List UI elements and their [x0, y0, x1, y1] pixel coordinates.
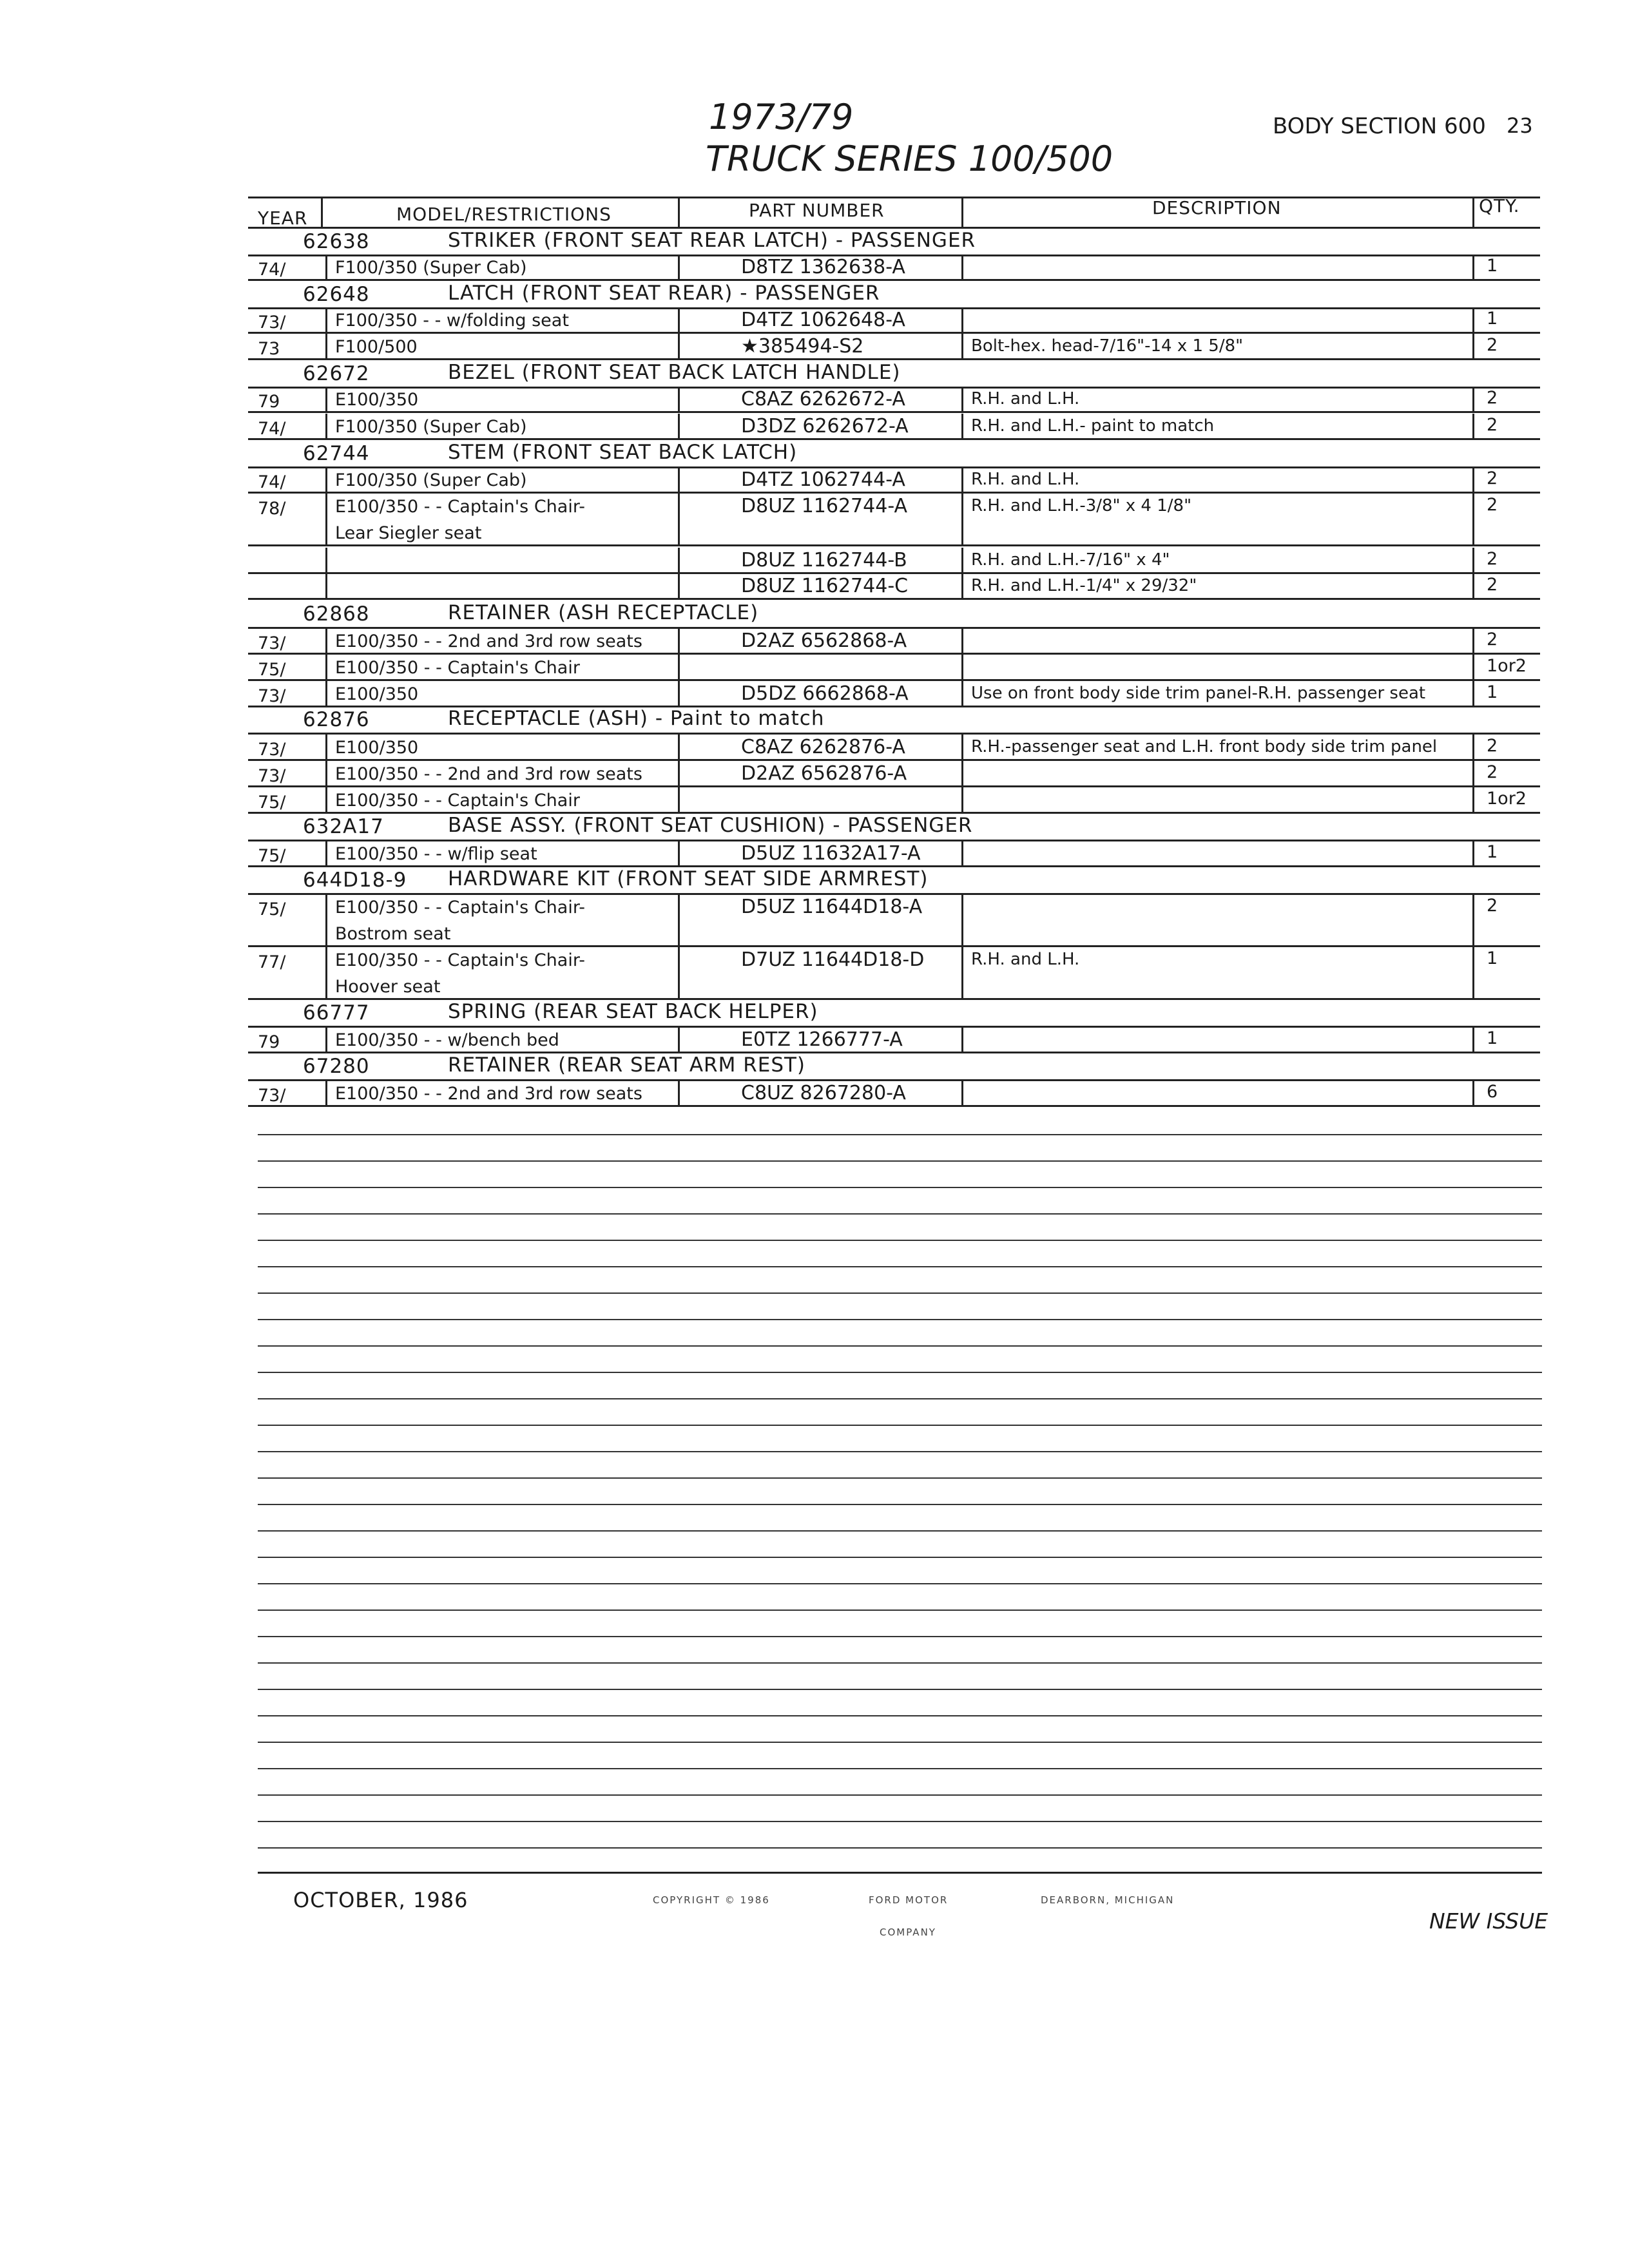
- row-qty: 1: [1487, 842, 1498, 862]
- divider: [325, 841, 327, 867]
- divider: [321, 197, 323, 229]
- group-code: 62876: [303, 708, 370, 731]
- divider: [1472, 573, 1474, 600]
- group-title: HARDWARE KIT (FRONT SEAT SIDE ARMREST): [448, 867, 929, 890]
- row-model: E100/350: [335, 738, 419, 758]
- row-qty: 2: [1487, 629, 1498, 649]
- row-model: E100/350 - - 2nd and 3rd row seats: [335, 1084, 642, 1104]
- divider: [325, 735, 327, 761]
- row-description: R.H. and L.H.: [971, 470, 1080, 489]
- blank-rule: [258, 1319, 1542, 1320]
- row-model: E100/350: [335, 390, 419, 410]
- footer-company-line2: COMPANY: [880, 1927, 936, 1938]
- divider: [1472, 681, 1474, 707]
- divider: [678, 255, 680, 281]
- divider: [1472, 894, 1474, 947]
- divider: [961, 735, 963, 761]
- row-rule: [248, 411, 1540, 413]
- col-year-header: YEAR: [258, 207, 308, 229]
- divider: [678, 681, 680, 707]
- group-code: 62648: [303, 283, 370, 306]
- blank-rule: [258, 1134, 1542, 1135]
- divider: [325, 573, 327, 600]
- row-part-number: D7UZ 11644D18-D: [741, 948, 925, 971]
- divider: [678, 735, 680, 761]
- row-year: 77/: [258, 952, 286, 972]
- footer-date: OCTOBER, 1986: [293, 1888, 468, 1912]
- blank-rule: [258, 1821, 1542, 1822]
- blank-rule: [258, 1610, 1542, 1611]
- row-part-number: D4TZ 1062744-A: [741, 468, 905, 491]
- blank-rule: [258, 1794, 1542, 1796]
- divider: [961, 494, 963, 546]
- row-model: E100/350 - - w/bench bed: [335, 1030, 559, 1050]
- row-qty: 2: [1487, 415, 1498, 435]
- divider: [961, 655, 963, 681]
- row-qty: 1: [1487, 682, 1498, 702]
- divider: [678, 894, 680, 947]
- divider: [1472, 197, 1474, 229]
- blank-rule: [258, 1689, 1542, 1690]
- blank-rule: [258, 1530, 1542, 1532]
- divider: [961, 387, 963, 413]
- col-part-header: PART NUMBER: [749, 200, 885, 221]
- row-description: Use on front body side trim panel-R.H. passenger seat: [971, 684, 1426, 703]
- divider: [1472, 655, 1474, 681]
- group-title: SPRING (REAR SEAT BACK HELPER): [448, 1000, 818, 1023]
- divider: [678, 414, 680, 440]
- group-code: 62672: [303, 362, 370, 385]
- divider: [1472, 628, 1474, 655]
- divider: [678, 787, 680, 814]
- group-code: 66777: [303, 1001, 370, 1024]
- divider: [961, 307, 963, 334]
- row-qty: 2: [1487, 495, 1498, 515]
- divider: [678, 1081, 680, 1107]
- row-rule: [248, 706, 1540, 707]
- divider: [325, 307, 327, 334]
- row-part-number: C8AZ 6262876-A: [741, 736, 905, 758]
- blank-rule: [258, 1662, 1542, 1664]
- row-model: E100/350 - - Captain's Chair-: [335, 497, 585, 517]
- row-rule: [248, 572, 1540, 574]
- blank-rule: [258, 1398, 1542, 1399]
- divider: [325, 1081, 327, 1107]
- row-part-number: ★385494-S2: [741, 335, 864, 358]
- row-rule: [248, 945, 1540, 947]
- divider: [325, 467, 327, 494]
- row-part-number: D3DZ 6262672-A: [741, 415, 909, 437]
- divider: [678, 548, 680, 574]
- group-title: LATCH (FRONT SEAT REAR) - PASSENGER: [448, 282, 880, 305]
- row-year: 75/: [258, 660, 286, 680]
- blank-rule: [258, 1425, 1542, 1426]
- divider: [1472, 761, 1474, 787]
- group-title: BASE ASSY. (FRONT SEAT CUSHION) - PASSENGER: [448, 814, 973, 837]
- row-rule: [248, 679, 1540, 681]
- row-year: 74/: [258, 472, 286, 492]
- divider: [678, 307, 680, 334]
- row-year: 79: [258, 1032, 280, 1052]
- group-rule: [248, 1026, 1540, 1028]
- row-part-number: C8AZ 6262672-A: [741, 388, 905, 410]
- row-part-number: E0TZ 1266777-A: [741, 1028, 903, 1051]
- row-rule: [248, 1052, 1540, 1053]
- divider: [961, 628, 963, 655]
- row-year: 74/: [258, 260, 286, 280]
- row-year: 73/: [258, 312, 286, 332]
- row-model: E100/350 - - Captain's Chair: [335, 791, 580, 811]
- row-model: E100/350 - - 2nd and 3rd row seats: [335, 631, 642, 651]
- group-rule: [248, 893, 1540, 895]
- table-top-rule: [248, 197, 1540, 198]
- row-model-cont: Lear Siegler seat: [335, 523, 482, 543]
- row-description: R.H. and L.H.-3/8" x 4 1/8": [971, 496, 1192, 515]
- row-part-number: D5DZ 6662868-A: [741, 682, 909, 705]
- divider: [1472, 548, 1474, 574]
- divider: [1472, 841, 1474, 867]
- row-part-number: D8UZ 1162744-A: [741, 495, 908, 517]
- divider: [678, 1027, 680, 1053]
- divider: [325, 494, 327, 546]
- divider: [678, 197, 680, 229]
- footer-rule: [258, 1872, 1542, 1874]
- row-description: R.H. and L.H.: [971, 950, 1080, 969]
- row-qty: 1or2: [1487, 789, 1527, 809]
- divider: [325, 655, 327, 681]
- row-rule: [248, 492, 1540, 494]
- row-model-cont: Hoover seat: [335, 977, 441, 997]
- divider: [961, 947, 963, 1000]
- divider: [1472, 735, 1474, 761]
- divider: [1472, 787, 1474, 814]
- divider: [1472, 414, 1474, 440]
- row-year: 73/: [258, 740, 286, 760]
- blank-rule: [258, 1345, 1542, 1347]
- row-part-number: D8UZ 1162744-C: [741, 575, 909, 597]
- row-description: R.H. and L.H.-1/4" x 29/32": [971, 576, 1197, 595]
- divider: [1472, 387, 1474, 413]
- blank-rule: [258, 1768, 1542, 1769]
- blank-rule: [258, 1266, 1542, 1267]
- row-rule: [248, 653, 1540, 655]
- row-qty: 2: [1487, 388, 1498, 408]
- divider: [1472, 1027, 1474, 1053]
- row-rule: [248, 332, 1540, 334]
- row-year: 79: [258, 392, 280, 412]
- blank-rule: [258, 1557, 1542, 1558]
- row-year: 73/: [258, 686, 286, 706]
- row-description: R.H.-passenger seat and L.H. front body side trim panel: [971, 737, 1438, 756]
- row-model: E100/350 - - 2nd and 3rd row seats: [335, 764, 642, 784]
- divider: [678, 628, 680, 655]
- divider: [961, 787, 963, 814]
- group-code: 62868: [303, 602, 370, 626]
- group-title: RETAINER (ASH RECEPTACLE): [448, 601, 759, 624]
- divider: [961, 467, 963, 494]
- blank-rule: [258, 1742, 1542, 1743]
- divider: [325, 1027, 327, 1053]
- row-model: E100/350: [335, 684, 419, 704]
- row-year: 73/: [258, 633, 286, 653]
- page-years: 1973/79: [709, 97, 854, 137]
- divider: [1472, 494, 1474, 546]
- row-qty: 1: [1487, 948, 1498, 968]
- blank-rule: [258, 1583, 1542, 1584]
- group-code: 67280: [303, 1055, 370, 1078]
- divider: [325, 761, 327, 787]
- page-series-title: TRUCK SERIES 100/500: [706, 139, 1113, 179]
- row-qty: 6: [1487, 1082, 1498, 1102]
- body-section-label: BODY SECTION 600: [1273, 113, 1486, 139]
- row-year: 78/: [258, 499, 286, 519]
- group-title: STEM (FRONT SEAT BACK LATCH): [448, 441, 798, 464]
- divider: [325, 387, 327, 413]
- divider: [325, 414, 327, 440]
- row-model-cont: Bostrom seat: [335, 924, 451, 944]
- row-qty: 2: [1487, 762, 1498, 782]
- divider: [325, 628, 327, 655]
- divider: [961, 573, 963, 600]
- row-year: 74/: [258, 419, 286, 439]
- divider: [325, 548, 327, 574]
- row-year: 75/: [258, 846, 286, 866]
- row-qty: 2: [1487, 575, 1498, 595]
- divider: [325, 681, 327, 707]
- divider: [961, 414, 963, 440]
- divider: [678, 334, 680, 360]
- divider: [961, 894, 963, 947]
- divider: [1472, 1081, 1474, 1107]
- row-model: F100/350 (Super Cab): [335, 417, 527, 437]
- row-part-number: D5UZ 11644D18-A: [741, 896, 923, 918]
- group-rule: [248, 840, 1540, 841]
- row-rule: [248, 998, 1540, 1000]
- divider: [961, 1027, 963, 1053]
- row-part-number: D5UZ 11632A17-A: [741, 842, 921, 865]
- row-model: F100/350 - - w/folding seat: [335, 311, 569, 331]
- row-description: R.H. and L.H.- paint to match: [971, 416, 1215, 436]
- row-qty: 1: [1487, 309, 1498, 329]
- blank-rule: [258, 1715, 1542, 1716]
- divider: [678, 947, 680, 1000]
- row-rule: [248, 1105, 1540, 1107]
- blank-rule: [258, 1372, 1542, 1373]
- divider: [1472, 255, 1474, 281]
- divider: [678, 467, 680, 494]
- divider: [678, 573, 680, 600]
- group-code: 62744: [303, 442, 370, 465]
- row-model: F100/350 (Super Cab): [335, 258, 527, 278]
- row-year: 75/: [258, 899, 286, 919]
- row-description: R.H. and L.H.-7/16" x 4": [971, 550, 1170, 570]
- divider: [961, 197, 963, 229]
- row-model: E100/350 - - Captain's Chair: [335, 658, 580, 678]
- row-model: F100/500: [335, 337, 418, 357]
- row-part-number: D8TZ 1362638-A: [741, 256, 905, 278]
- row-model: E100/350 - - Captain's Chair-: [335, 898, 585, 918]
- group-code: 62638: [303, 230, 370, 253]
- divider: [678, 841, 680, 867]
- col-description-header: DESCRIPTION: [1152, 197, 1282, 218]
- row-part-number: D2AZ 6562876-A: [741, 762, 907, 785]
- group-rule: [248, 733, 1540, 735]
- divider: [961, 334, 963, 360]
- row-qty: 2: [1487, 468, 1498, 488]
- blank-rule: [258, 1293, 1542, 1294]
- row-year: 75/: [258, 793, 286, 812]
- divider: [961, 1081, 963, 1107]
- divider: [1472, 307, 1474, 334]
- col-model-header: MODEL/RESTRICTIONS: [396, 204, 612, 225]
- row-part-number: D2AZ 6562868-A: [741, 629, 907, 652]
- row-rule: [248, 358, 1540, 360]
- row-description: R.H. and L.H.: [971, 389, 1080, 408]
- row-rule: [248, 598, 1540, 600]
- blank-rule: [258, 1636, 1542, 1637]
- group-title: BEZEL (FRONT SEAT BACK LATCH HANDLE): [448, 361, 901, 384]
- blank-rule: [258, 1160, 1542, 1162]
- row-description: Bolt-hex. head-7/16"-14 x 1 5/8": [971, 336, 1244, 356]
- blank-rule: [258, 1477, 1542, 1479]
- footer-issue: NEW ISSUE: [1429, 1908, 1548, 1934]
- divider: [325, 894, 327, 947]
- divider: [961, 548, 963, 574]
- divider: [325, 947, 327, 1000]
- group-title: STRIKER (FRONT SEAT REAR LATCH) - PASSENGER: [448, 229, 976, 252]
- page-number: 23: [1507, 113, 1533, 138]
- row-year: 73/: [258, 1086, 286, 1106]
- divider: [678, 761, 680, 787]
- row-rule: [248, 785, 1540, 787]
- divider: [678, 655, 680, 681]
- footer-copyright: COPYRIGHT © 1986: [653, 1894, 770, 1906]
- row-rule: [248, 544, 1540, 546]
- blank-rule: [258, 1240, 1542, 1241]
- row-qty: 1or2: [1487, 656, 1527, 676]
- divider: [678, 494, 680, 546]
- row-qty: 1: [1487, 256, 1498, 276]
- group-code: 644D18-9: [303, 869, 407, 892]
- divider: [961, 681, 963, 707]
- row-rule: [248, 759, 1540, 761]
- row-part-number: D4TZ 1062648-A: [741, 309, 905, 331]
- row-qty: 2: [1487, 736, 1498, 756]
- blank-rule: [258, 1187, 1542, 1188]
- row-part-number: C8UZ 8267280-A: [741, 1082, 906, 1104]
- divider: [325, 787, 327, 814]
- divider: [961, 255, 963, 281]
- row-qty: 2: [1487, 896, 1498, 916]
- blank-rule: [258, 1504, 1542, 1505]
- row-model: E100/350 - - Captain's Chair-: [335, 950, 585, 970]
- group-rule: [248, 627, 1540, 629]
- col-qty-header: QTY.: [1479, 195, 1520, 216]
- group-rule: [248, 1079, 1540, 1081]
- divider: [961, 841, 963, 867]
- group-title: RETAINER (REAR SEAT ARM REST): [448, 1053, 806, 1077]
- divider: [1472, 467, 1474, 494]
- row-qty: 2: [1487, 549, 1498, 569]
- row-part-number: D8UZ 1162744-B: [741, 549, 907, 572]
- row-year: 73: [258, 339, 280, 359]
- blank-rule: [258, 1847, 1542, 1849]
- divider: [961, 761, 963, 787]
- row-rule: [248, 279, 1540, 281]
- row-year: 73/: [258, 766, 286, 786]
- row-rule: [248, 438, 1540, 440]
- row-qty: 1: [1487, 1028, 1498, 1048]
- blank-rule: [258, 1213, 1542, 1215]
- blank-rule: [258, 1451, 1542, 1452]
- group-code: 632A17: [303, 815, 384, 838]
- divider: [1472, 334, 1474, 360]
- footer-location: DEARBORN, MICHIGAN: [1041, 1894, 1175, 1906]
- row-model: E100/350 - - w/flip seat: [335, 844, 537, 864]
- group-title: RECEPTACLE (ASH) - Paint to match: [448, 707, 825, 730]
- row-qty: 2: [1487, 335, 1498, 355]
- row-model: F100/350 (Super Cab): [335, 470, 527, 490]
- divider: [325, 334, 327, 360]
- footer-company-line1: FORD MOTOR: [869, 1894, 949, 1906]
- divider: [325, 255, 327, 281]
- divider: [1472, 947, 1474, 1000]
- divider: [678, 387, 680, 413]
